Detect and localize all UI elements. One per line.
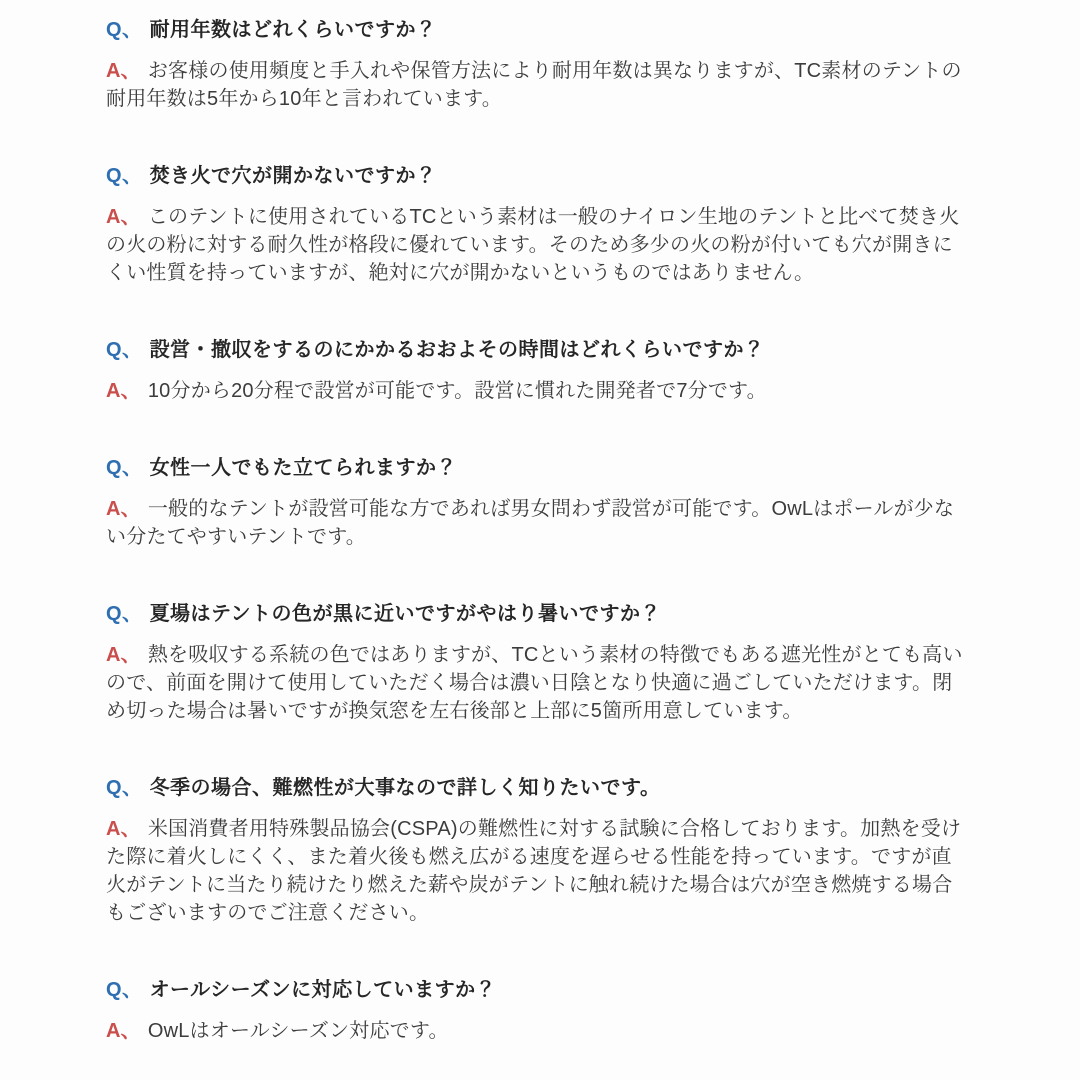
faq-item: [106, 454, 968, 551]
faq-question: [106, 774, 968, 802]
faq-item: [106, 600, 968, 725]
faq-answer: [106, 57, 968, 113]
faq-question-text: 耐用年数はどれくらいですか？: [149, 19, 437, 41]
faq-answer: [106, 495, 968, 551]
faq-question: [106, 16, 968, 44]
answer-marker: A、: [106, 818, 141, 840]
question-marker: Q、: [106, 165, 143, 187]
faq-answer-text: 一般的なテントが設営可能な方であれば男女問わず設営が可能です。OwLはポールが少ない分たてやすいテントです。: [106, 498, 955, 548]
faq-answer-text: OwLはオールシーズン対応です。: [147, 1020, 449, 1042]
faq-question: [106, 454, 968, 482]
answer-marker: A、: [106, 1020, 141, 1042]
faq-answer-text: 熱を吸収する系統の色ではありますが、TCという素材の特徴でもある遮光性がとても高いので、前面を開けて使用していただく場合は濃い日陰となり快適に過ごしていただけます。閉め切った場合は暑いですが換気窓を左右後部と上部に5箇所用意しています。: [106, 644, 963, 722]
answer-marker: A、: [106, 498, 141, 520]
faq-item: [106, 336, 968, 405]
faq-item: [106, 976, 968, 1045]
question-marker: Q、: [106, 19, 143, 41]
answer-marker: A、: [106, 644, 141, 666]
faq-question-text: 冬季の場合、難燃性が大事なので詳しく知りたいです。: [149, 777, 661, 799]
answer-marker: A、: [106, 206, 141, 228]
faq-answer: [106, 203, 968, 287]
faq-item: [106, 774, 968, 927]
question-marker: Q、: [106, 457, 143, 479]
faq-answer: [106, 641, 968, 725]
question-marker: Q、: [106, 339, 143, 361]
faq-answer-text: 10分から20分程で設営が可能です。設営に慣れた開発者で7分です。: [147, 380, 767, 402]
faq-question-text: 設営・撤収をするのにかかるおおよその時間はどれくらいですか？: [149, 339, 765, 361]
faq-question-text: 夏場はテントの色が黒に近いですがやはり暑いですか？: [149, 603, 662, 625]
faq-question: [106, 162, 968, 190]
faq-item: [106, 162, 968, 287]
answer-marker: A、: [106, 380, 141, 402]
faq-question-text: オールシーズンに対応していますか？: [149, 979, 497, 1001]
faq-question: [106, 600, 968, 628]
faq-question: [106, 976, 968, 1004]
faq-question: [106, 336, 968, 364]
faq-answer: [106, 377, 968, 405]
faq-item: [106, 16, 968, 113]
faq-answer-text: お客様の使用頻度と手入れや保管方法により耐用年数は異なりますが、TC素材のテントの耐用年数は5年から10年と言われています。: [106, 60, 962, 110]
faq-question-text: 焚き火で穴が開かないですか？: [149, 165, 437, 187]
question-marker: Q、: [106, 979, 143, 1001]
question-marker: Q、: [106, 603, 143, 625]
faq-answer: [106, 815, 968, 927]
faq-answer: [106, 1017, 968, 1045]
faq-answer-text: 米国消費者用特殊製品協会(CSPA)の難燃性に対する試験に合格しております。加熱を受けた際に着火しにくく、また着火後も燃え広がる速度を遅らせる性能を持っています。ですが直火がテントに当たり続けたり燃えた薪や炭がテントに触れ続けた場合は穴が空き燃焼する場合もございますのでご注意ください。: [106, 818, 962, 924]
faq-question-text: 女性一人でもた立てられますか？: [149, 457, 458, 479]
question-marker: Q、: [106, 777, 143, 799]
faq-answer-text: このテントに使用されているTCという素材は一般のナイロン生地のテントと比べて焚き火の火の粉に対する耐久性が格段に優れています。そのため多少の火の粉が付いても穴が開きにくい性質を持っていますが、絶対に穴が開かないというものではありません。: [106, 206, 960, 284]
answer-marker: A、: [106, 60, 141, 82]
